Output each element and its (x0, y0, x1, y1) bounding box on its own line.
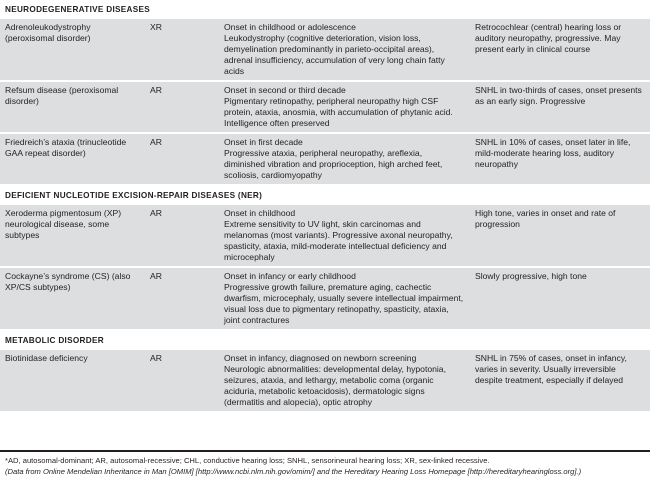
disease-name: Xeroderma pigmentosum (XP) neurological disease, some subtypes (0, 205, 145, 268)
features-text: Leukodystrophy (cognitive deterioration, vision loss, demyelination predominantly in parieto-occipital areas), adrenal insufficiency, accumulation of very long chain fatty acids (224, 33, 445, 76)
clinical-features-cell (219, 81, 470, 133)
table-row (0, 19, 650, 82)
onset-text: Onset in first decade (224, 137, 303, 147)
table-row (0, 81, 650, 133)
table-row (0, 267, 650, 330)
inheritance: AR (145, 81, 219, 133)
section-title: METABOLIC DISORDER (0, 330, 650, 350)
onset-text: Onset in infancy or early childhood (224, 271, 356, 281)
table-row (0, 350, 650, 413)
hearing-loss: Retrocochlear (central) hearing loss or auditory neuropathy, progressive. May present early in clinical course (470, 19, 650, 82)
onset-text: Onset in second or third decade (224, 85, 346, 95)
source-note: (Data from Online Mendelian Inheritance in Man [OMIM] [http://www.ncbi.nlm.nih.gov/omim/] and the Hereditary Hearing Loss Homepage [http://hereditaryhearingloss.org].) (5, 467, 582, 476)
clinical-features-cell (219, 133, 470, 185)
section-header (0, 0, 650, 19)
clinical-features-cell (219, 350, 470, 413)
section-header (0, 330, 650, 350)
clinical-features-cell (219, 267, 470, 330)
disease-name: Adrenoleukodystrophy (peroxisomal disorder) (0, 19, 145, 82)
features-text: Extreme sensitivity to UV light, skin carcinomas and melanomas (most variants). Progressive axonal neuropathy, spasticity, ataxia, mild-moderate intellectual deficiency and microcephaly (224, 219, 453, 262)
table-row (0, 205, 650, 268)
inheritance: AR (145, 267, 219, 330)
features-text: Progressive growth failure, premature aging, cachectic dwarfism, microcephaly, usually severe intellectual impairment, visual loss due to pigmentary retinopathy, spasticity, ataxia, joint contractures (224, 282, 464, 325)
abbreviations-note: *AD, autosomal-dominant; AR, autosomal-recessive; CHL, conductive hearing loss; SNHL, sensorineural hearing loss; XR, sex-linked recessive. (5, 456, 490, 465)
onset-text: Onset in childhood (224, 208, 296, 218)
inheritance: XR (145, 19, 219, 82)
inheritance: AR (145, 350, 219, 413)
inheritance: AR (145, 133, 219, 185)
features-text: Neurologic abnormalities: developmental delay, hypotonia, seizures, ataxia, and lethargy, metabolic coma (organic aciduria, metabolic ketoacidosis), dermatologic signs (dermatitis and alopecia), optic atrophy (224, 364, 446, 407)
footnotes (0, 450, 650, 477)
clinical-features-cell (219, 205, 470, 268)
section-title: DEFICIENT NUCLEOTIDE EXCISION-REPAIR DISEASES (NER) (0, 185, 650, 205)
inheritance: AR (145, 205, 219, 268)
disease-name: Biotinidase deficiency (0, 350, 145, 413)
disease-name: Friedreich’s ataxia (trinucleotide GAA repeat disorder) (0, 133, 145, 185)
hearing-loss: Slowly progressive, high tone (470, 267, 650, 330)
features-text: Pigmentary retinopathy, peripheral neuropathy high CSF protein, ataxia, anosmia, with accumulation of phytanic acid. Intelligence often preserved (224, 96, 453, 128)
features-text: Progressive ataxia, peripheral neuropathy, areflexia, diminished vibration and proprioception, high arched feet, scoliosis, cardiomyopathy (224, 148, 443, 180)
disease-name: Refsum disease (peroxisomal disorder) (0, 81, 145, 133)
hearing-loss: High tone, varies in onset and rate of progression (470, 205, 650, 268)
table-row (0, 133, 650, 185)
hearing-loss: SNHL in two-thirds of cases, onset presents as an early sign. Progressive (470, 81, 650, 133)
onset-text: Onset in childhood or adolescence (224, 22, 356, 32)
onset-text: Onset in infancy, diagnosed on newborn screening (224, 353, 417, 363)
hearing-loss: SNHL in 10% of cases, onset later in life, mild-moderate hearing loss, auditory neuropathy (470, 133, 650, 185)
section-title: NEURODEGENERATIVE DISEASES (0, 0, 650, 19)
clinical-features-cell (219, 19, 470, 82)
hearing-loss: SNHL in 75% of cases, onset in infancy, varies in severity. Usually irreversible despite treatment, especially if delayed (470, 350, 650, 413)
section-header (0, 185, 650, 205)
disease-name: Cockayne’s syndrome (CS) (also XP/CS subtypes) (0, 267, 145, 330)
